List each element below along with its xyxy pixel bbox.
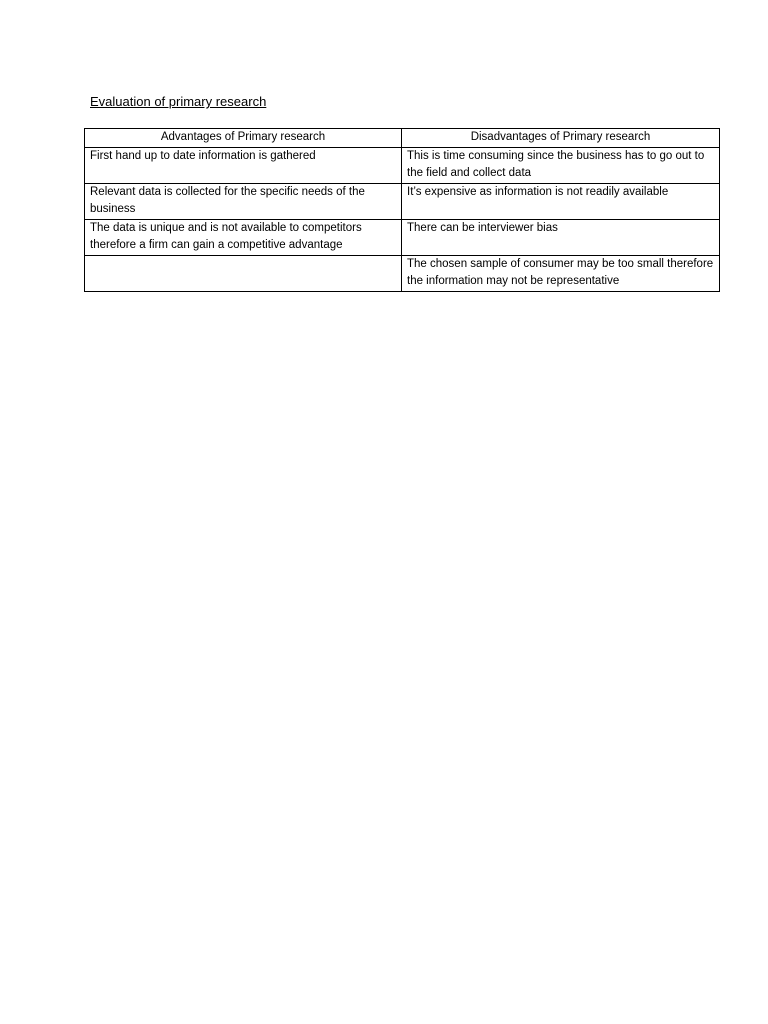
evaluation-table <box>84 128 720 292</box>
advantage-cell <box>85 255 402 291</box>
disadvantage-cell: There can be interviewer bias <box>402 219 720 255</box>
table-row <box>85 147 720 183</box>
disadvantage-cell: The chosen sample of consumer may be too small therefore the information may not be representative <box>402 255 720 291</box>
table-row <box>85 219 720 255</box>
advantage-cell: Relevant data is collected for the specific needs of the business <box>85 183 402 219</box>
disadvantage-cell: This is time consuming since the business has to go out to the field and collect data <box>402 147 720 183</box>
header-advantages: Advantages of Primary research <box>85 129 402 148</box>
table-row <box>85 255 720 291</box>
header-disadvantages: Disadvantages of Primary research <box>402 129 720 148</box>
table-row <box>85 183 720 219</box>
page-heading: Evaluation of primary research <box>90 94 267 109</box>
table-header-row <box>85 129 720 148</box>
advantage-cell: First hand up to date information is gathered <box>85 147 402 183</box>
advantage-cell: The data is unique and is not available to competitors therefore a firm can gain a competitive advantage <box>85 219 402 255</box>
disadvantage-cell: It’s expensive as information is not readily available <box>402 183 720 219</box>
